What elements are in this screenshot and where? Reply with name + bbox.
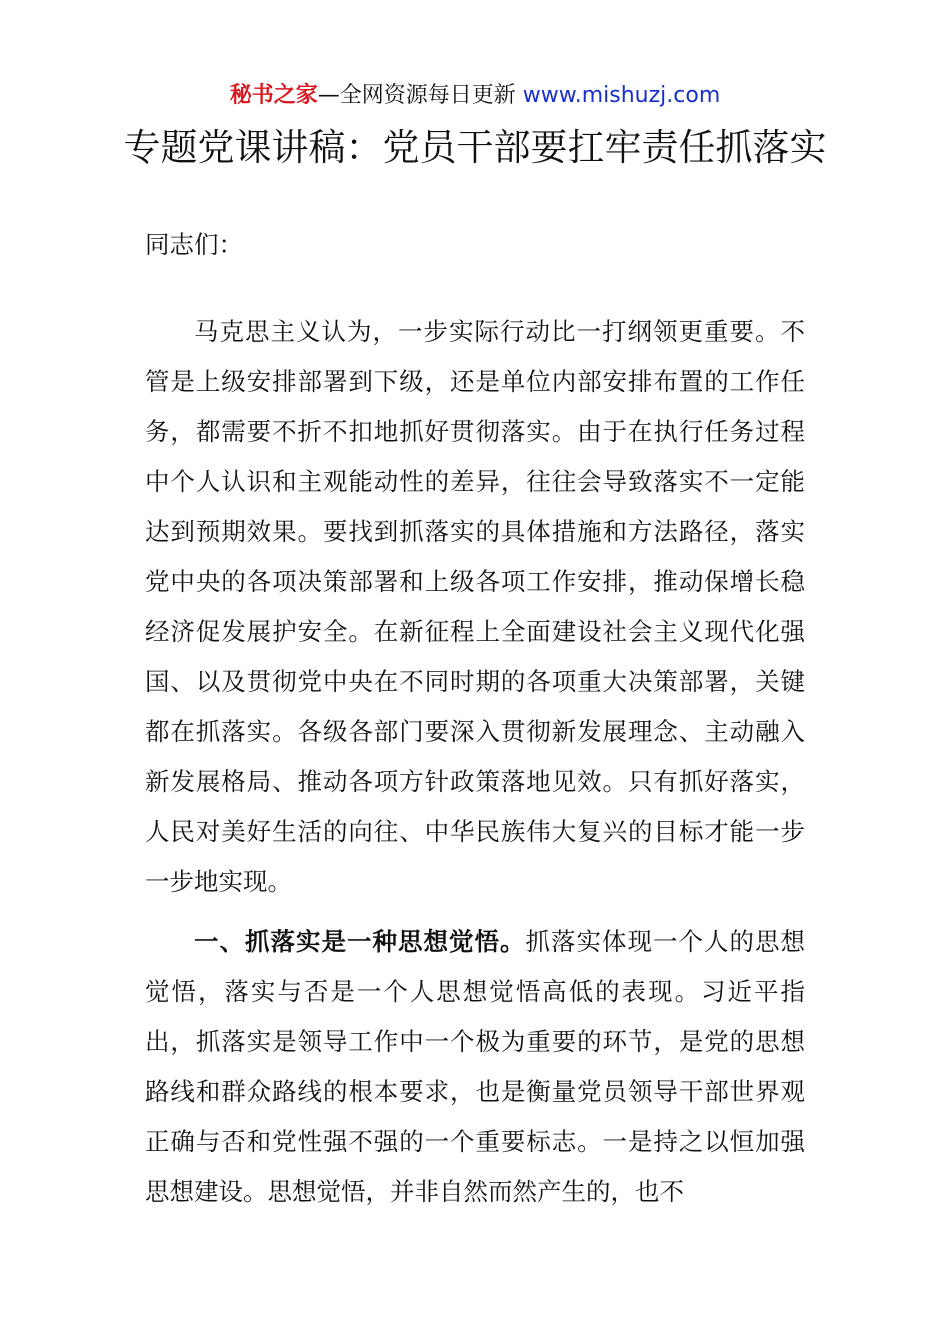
document-title: 专题党课讲稿：党员干部要扛牢责任抓落实 [123,126,827,169]
site-brand: 秘书之家 [229,83,318,108]
site-banner [0,80,950,112]
body-paragraph-section-1 [145,917,805,1217]
site-url-link[interactable]: www.mishuzj.com [522,83,721,108]
section-text-1: 抓落实体现一个人的思想觉悟，落实与否是一个人思想觉悟高低的表现。习近平指出，抓落实是领导工作中一个极为重要的环节，是党的思想路线和群众路线的根本要求，也是衡量党员领导干部世界观正确与否和党性强不强的一个重要标志。一是持之以恒加强思想建设。思想觉悟，并非自然而然产生的，也不 [145,927,805,1206]
body-paragraph-intro: 马克思主义认为，一步实际行动比一打纲领更重要。不管是上级安排部署到下级，还是单位内部安排布置的工作任务，都需要不折不扣地抓好贯彻落实。由于在执行任务过程中个人认识和主观能动性的差异，往往会导致落实不一定能达到预期效果。要找到抓落实的具体措施和方法路径，落实党中央的各项决策部署和上级各项工作安排，推动保增长稳经济促发展护安全。在新征程上全面建设社会主义现代化强国、以及贯彻党中央在不同时期的各项重大决策部署，关键都在抓落实。各级各部门要深入贯彻新发展理念、主动融入新发展格局、推动各项方针政策落地见效。只有抓好落实，人民对美好生活的向往、中华民族伟大复兴的目标才能一步一步地实现。 [145,317,805,896]
section-heading-1: 一、抓落实是一种思想觉悟。 [194,927,526,956]
site-tagline: —全网资源每日更新 [317,83,523,108]
salutation: 同志们： [145,230,243,259]
